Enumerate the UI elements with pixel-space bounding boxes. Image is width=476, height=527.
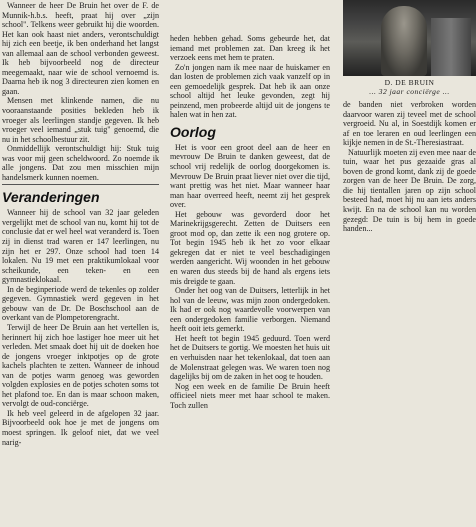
paragraph: Het heeft tot begin 1945 geduurd. Toen werd het de Duitsers te gortig. We moesten het huis uit en verhuisden naar het tekenlokaal, dat toen aan de Molenstraat gelegen was. We waren toen nog dagelijks bij om de zaken in het oog te houden. — [170, 333, 330, 382]
paragraph: heden hebben gehad. Soms gebeurde het, dat iemand met problemen zat. Dan kreeg ik het verzoek eens met hem te praten. — [170, 34, 330, 63]
portrait-photo — [343, 0, 476, 76]
paragraph: Terwijl de heer De Bruin aan het vertellen is, herinnert hij zich hoe lastiger hoe meer uit het verleden. Met smaak doet hij uit de doeken hoe de jongens vroeger inktpotjes op de grote kachels plachten te zetten. Wanneer de inhoud van de potjes warm genoeg was geworden volgden explosies en de potjes schoten soms tot het plafond toe. En dan is maar schoon maken, vervolgt de oud-conciërge. — [2, 322, 159, 409]
paragraph: Onder het oog van de Duitsers, letterlijk in het hol van de leeuw, was mijn zoon ondergedoken. Ik had er ook nog waardevolle voorwerpen van een ondergedoken familie verborgen. Niemand heeft ooit iets gemerkt. — [170, 286, 330, 334]
divider — [2, 184, 159, 185]
person-figure — [381, 6, 427, 76]
paragraph: Mensen met klinkende namen, die nu vooraanstaande posities bekleden heb ik vroeger als leerlingen standje gegeven. Ik heb vroeger veel iemand „stuk tuig" genoemd, die nu in het schoolbestuur zit. — [2, 96, 159, 144]
paragraph: In de beginperiode werd de tekenles op zolder gegeven. Gymnastiek werd gegeven in het gebouw van de Dr. De Boschschool aan de overkant van de Plompetorengracht. — [2, 284, 159, 323]
paragraph: Onmiddellijk verontschuldigt hij: Stuk tuig was voor mij geen scheldwoord. Zo noemde ik alle jongens. Dat zou men misschien mijn handelsmerk kunnen noemen. — [2, 144, 159, 182]
paragraph: Natuurlijk moeten zij even mee naar de tuin, waar het pus gezaaide gras al boven de grond komt, dank zij de goede zorgen van de heer De Bruin. De zorg, die hij tientallen jaren op zijn school besteed had, moet hij nu aan iets anders kwijt. En na de school kan nu worden gezegd: De tuin is bij hem in goede handen... — [343, 147, 476, 234]
caption-subtitle: ... 32 jaar conciërge ... — [369, 87, 450, 96]
paragraph: Het gebouw was gevorderd door het Marinekrijgsgerecht. Zetten de Duitsers een groot mod op, dan zette ik een nog grotere op. Tot begin 1945 heb ik het zo voor elkaar gekregen dat er niet te veel beschadigingen werden aangericht. Wij woonden in het gebouw en waren dus steeds bij de hand als ergens iets mis dreigde te gaan. — [170, 209, 330, 286]
column-3 — [343, 100, 476, 250]
paragraph: Ik heb veel geleerd in de afgelopen 32 jaar. Bijvoorbeeld ook hoe je met de jongens om moest springen. Ik geloof niet, dat we veel narig- — [2, 408, 159, 447]
column-1 — [2, 1, 159, 527]
section-heading: Veranderingen — [2, 189, 100, 206]
background-figure — [431, 18, 471, 76]
paragraph: Zo'n jongen nam ik mee naar de huiskamer en dan losten de problemen zich vaak vanzelf op in een gemoedelijk gesprek. Dat heb ik aan onze school altijd het leuke gevonden, zegt hij peinzend, men probeerde altijd uit de jongens te halen wat in hen zat. — [170, 62, 330, 120]
paragraph: Nog een week en de familie De Bruin heeft officieel niets meer met haar school te maken. Toch zullen — [170, 381, 330, 410]
paragraph: Het is voor een groot deel aan de heer en mevrouw De Bruin te danken geweest, dat de school vrij redelijk de oorlog doorgekomen is. Mevrouw De Bruin praat liever niet over die tijd, want prettig was het niet. Maar wanneer haar man haar overreed heeft, neemt zij het gesprek over. — [170, 142, 330, 210]
section-heading: Oorlog — [170, 123, 216, 140]
paragraph: Wanneer de heer De Bruin het over de F. de Munnik-h.b.s. heeft, praat hij over „zijn school". Telkens weer gebruikt hij die woorden. Het kan ook haast niet anders, verontschuldigt hij zich een beetje, ik ben onderhand het langst van allemaal aan de school verbonden geweest. Ik heb bijvoorbeeld nog de directeur meegemaakt, naar wie de school vernoemd is. Daarna heb ik nog 3 directeuren zien komen en gaan. — [2, 1, 159, 96]
paragraph: Wanneer hij de school van 32 jaar geleden vergelijkt met de school van nu, komt hij tot de conclusie dat er wel heel wat veranderd is. Toen zij in dienst trad waren er 147 leerlingen, nu zijn het er 297. Onze school had toen 14 lokalen. Nu 19 met een praktikumlokaal voor scheikunde, een teken- en een gymnastieklokaal. — [2, 208, 159, 285]
photo-caption — [343, 78, 476, 96]
column-2 — [170, 34, 330, 527]
caption-name: D. DE BRUIN — [384, 78, 435, 87]
paragraph: de banden niet verbroken worden daarvoor waren zij teveel met de school vergroeid. Nu al, in Soestdijk komen er af en toe leraren en oud leerlingen een kijkje nemen in de St.-Theresiastraat. — [343, 100, 476, 148]
